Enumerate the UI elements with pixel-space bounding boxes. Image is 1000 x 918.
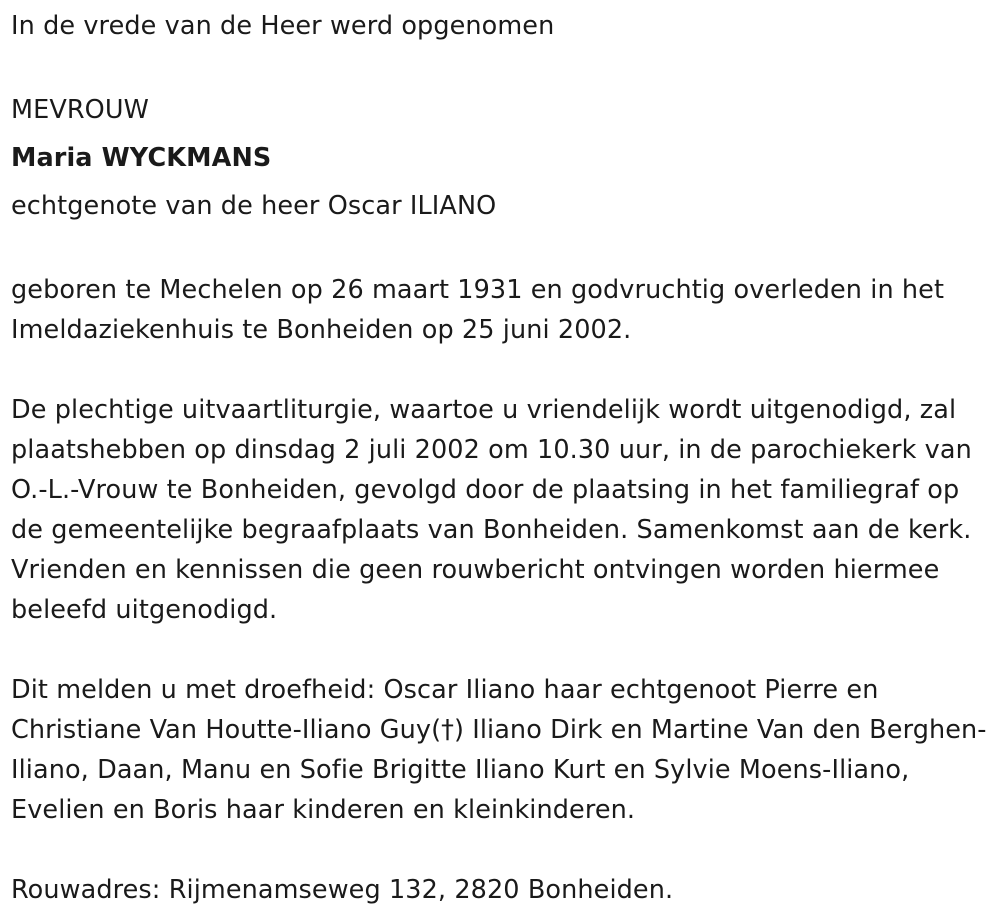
funeral-paragraph: De plechtige uitvaartliturgie, waartoe u vriendelijk wordt uitgenodigd, zal plaatshebben op dinsdag 2 juli 2002 om 10.30 uur, in de parochiekerk van O.-L.-Vrouw te Bonheiden, gevolgd door de plaatsing in het familiegraf op de gemeentelijke begraafplaats van Bonheiden. Samenkomst aan de kerk. Vrienden en kennissen die geen rouwbericht ontvingen worden hiermee beleefd uitgenodigd.: [11, 395, 972, 625]
intro-line: In de vrede van de Heer werd opgenomen: [11, 11, 555, 41]
deceased-name: Maria WYCKMANS: [11, 143, 272, 173]
birth-death-paragraph: geboren te Mechelen op 26 maart 1931 en godvruchtig overleden in het Imeldaziekenhuis te Bonheiden op 25 juni 2002.: [11, 275, 945, 345]
spacer: [11, 46, 991, 86]
spouse-line: echtgenote van de heer Oscar ILIANO: [11, 191, 497, 221]
obituary-notice: [11, 6, 991, 910]
spacer: [11, 830, 991, 870]
spacer: [11, 230, 991, 270]
family-paragraph: Dit melden u met droefheid: Oscar Iliano haar echtgenoot Pierre en Christiane Van Houtte-Iliano Guy(†) Iliano Dirk en Martine Van den Berghen-Iliano, Daan, Manu en Sofie Brigitte Iliano Kurt en Sylvie Moens-Iliano, Evelien en Boris haar kinderen en kleinkinderen.: [11, 675, 987, 825]
honorific: MEVROUW: [11, 95, 149, 125]
address-line: Rouwadres: Rijmenamseweg 132, 2820 Bonheiden.: [11, 875, 674, 905]
spacer: [11, 630, 991, 670]
spacer: [11, 350, 991, 390]
